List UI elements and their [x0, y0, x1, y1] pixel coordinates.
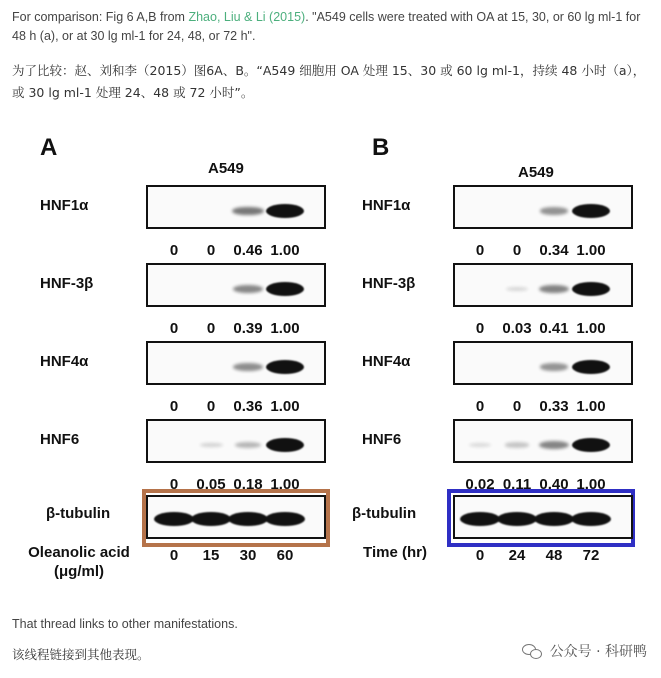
panel-a-loading-band [191, 512, 231, 526]
panel-b-band [572, 282, 610, 296]
outro-text-cn: 该线程链接到其他表现。 [12, 647, 150, 662]
panel-a-row-label: HNF1α [40, 197, 89, 214]
panel-b-band [505, 442, 529, 447]
panel-a-blot [146, 419, 326, 463]
panel-a-quant-value: 0.46 [233, 242, 263, 259]
panel-a-band [235, 442, 261, 448]
panel-a-lane-label: 15 [202, 547, 220, 564]
panel-b-loading-band [571, 512, 611, 526]
panel-b-band [540, 363, 569, 370]
panel-b-quant-value: 0.41 [539, 320, 569, 337]
panel-b-band [469, 443, 491, 447]
panel-b-loading-band [534, 512, 574, 526]
panel-b-row-label: HNF-3β [362, 275, 416, 292]
panel-a-row-label: HNF6 [40, 431, 80, 448]
panel-b-band [506, 287, 529, 291]
intro-quote: . "A549 cells were treated with OA at 15, 30, or 60 lg ml-1 for 48 h (a), or at 30 lg ml-1 for 24, 48, or 72 h". [12, 10, 641, 43]
panel-b-quant-value: 0.02 [465, 476, 495, 493]
panel-b-row-label: HNF4α [362, 353, 411, 370]
panel-a-quant-value: 0 [169, 476, 179, 493]
watermark-text: 公众号 · 科研鸭 [549, 644, 647, 660]
panel-b-loading-band [497, 512, 537, 526]
watermark [522, 641, 647, 661]
panel-b-row-label: HNF1α [362, 197, 411, 214]
panel-a-quant-value: 0.36 [233, 398, 263, 415]
panel-a-quant-value: 1.00 [270, 476, 300, 493]
panel-a-lane-label: 0 [169, 547, 179, 564]
panel-b-axis-label-line1: Time (hr) [363, 544, 427, 561]
panel-a-quant-value: 0.05 [196, 476, 226, 493]
panel-a-quant-value: 1.00 [270, 242, 300, 259]
panel-a-quant-value: 1.00 [270, 320, 300, 337]
panel-a-quant-value: 0 [169, 242, 179, 259]
panel-a-lane-label: 60 [276, 547, 294, 564]
panel-b-quant-value: 1.00 [576, 320, 606, 337]
panel-a-band [233, 285, 263, 293]
panel-a-quant-value: 0 [169, 398, 179, 415]
panel-b-cell-line: A549 [518, 164, 554, 181]
panel-a-axis-label-line1: Oleanolic acid [28, 544, 130, 561]
panel-b-band [539, 441, 569, 449]
panel-b-quant-value: 0.34 [539, 242, 569, 259]
panel-b-blot [453, 263, 633, 307]
panel-a-axis-label-line2: (μg/ml) [53, 563, 104, 580]
panel-a-quant-value: 0 [169, 320, 179, 337]
panel-a-band [266, 204, 304, 218]
panel-b-lane-label: 48 [545, 547, 563, 564]
panel-b-loading-blot [453, 495, 633, 539]
panel-b-quant-value: 1.00 [576, 476, 606, 493]
panel-b-quant-value: 1.00 [576, 242, 606, 259]
panel-b-band [572, 204, 610, 218]
panel-b-blot [453, 185, 633, 229]
panel-b-row-label: HNF6 [362, 431, 402, 448]
panel-a-loading-band [265, 512, 305, 526]
panel-a-loading-band [154, 512, 194, 526]
panel-a-quant-value: 0 [206, 242, 216, 259]
panel-a-band [232, 207, 263, 216]
panel-a-quant-value: 0.18 [233, 476, 263, 493]
panel-b-quant-value: 0 [475, 242, 485, 259]
panel-b-quant-value: 0 [512, 398, 522, 415]
wechat-icon [522, 642, 544, 660]
panel-b-letter: B [372, 134, 390, 161]
panel-a-quant-value: 1.00 [270, 398, 300, 415]
panel-b-lane-label: 0 [475, 547, 485, 564]
intro-prefix: For comparison: Fig 6 A,B from [12, 10, 189, 24]
panel-a-letter: A [40, 134, 58, 161]
panel-b-axis-label [350, 543, 440, 562]
panel-a-band [266, 282, 304, 296]
panel-a-blot [146, 341, 326, 385]
panel-a-cell-line: A549 [208, 160, 244, 177]
outro-text: That thread links to other manifestations. [12, 617, 238, 631]
panel-b-quant-value: 1.00 [576, 398, 606, 415]
panel-a-row-label: HNF4α [40, 353, 89, 370]
panel-b-lane-label: 72 [582, 547, 600, 564]
panel-b-quant-value: 0 [475, 320, 485, 337]
panel-a-blot [146, 185, 326, 229]
intro-paragraph-cn: 为了比较：赵、刘和李（2015）图6A、B。“A549 细胞用 OA 处理 15、30 或 60 lg ml-1，持续 48 小时（a），或 30 lg ml-1 处理 24、48 或 72 小时”。 [12, 63, 646, 100]
panel-b-band [539, 285, 569, 293]
panel-a-band [266, 438, 304, 452]
panel-a-loading-blot [146, 495, 326, 539]
panel-b-quant-value: 0 [475, 398, 485, 415]
panel-b-blot [453, 419, 633, 463]
panel-a-band [266, 360, 304, 374]
panel-a-quant-value: 0.39 [233, 320, 263, 337]
intro-paragraph [12, 8, 652, 46]
panel-a-row-label: HNF-3β [40, 275, 94, 292]
panel-b-loading-label: β-tubulin [352, 505, 417, 522]
western-blot-figure [0, 130, 661, 600]
panel-b-blot [453, 341, 633, 385]
panel-b-quant-value: 0.11 [502, 476, 532, 493]
panel-a-quant-value: 0 [206, 398, 216, 415]
panel-b-quant-value: 0.33 [539, 398, 569, 415]
panel-a-loading-label: β-tubulin [46, 505, 111, 522]
panel-b-band [540, 207, 569, 214]
panel-b-quant-value: 0 [512, 242, 522, 259]
panel-a-blot [146, 263, 326, 307]
panel-a-band [233, 363, 262, 371]
panel-b-quant-value: 0.03 [502, 320, 532, 337]
panel-b-band [572, 360, 610, 374]
panel-a-axis-label [14, 543, 144, 581]
panel-a-band [200, 443, 223, 448]
citation-link[interactable]: Zhao, Liu & Li (2015) [188, 10, 306, 24]
panel-a-lane-label: 30 [239, 547, 257, 564]
panel-b-quant-value: 0.40 [539, 476, 569, 493]
panel-b-lane-label: 24 [508, 547, 526, 564]
panel-a-quant-value: 0 [206, 320, 216, 337]
panel-b-loading-band [460, 512, 500, 526]
panel-b-band [572, 438, 610, 452]
panel-a-loading-band [228, 512, 268, 526]
